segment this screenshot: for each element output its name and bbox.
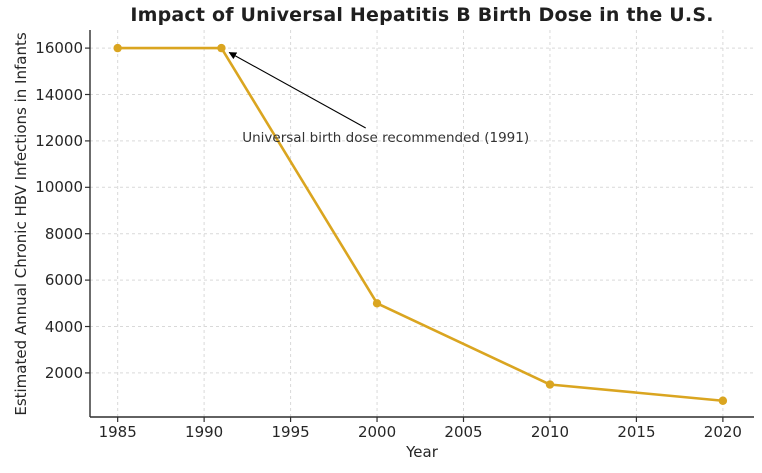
x-tick-label: 2000: [357, 423, 397, 441]
x-tick-label: 1990: [185, 423, 224, 441]
y-tick-label: 8000: [44, 224, 83, 243]
data-point-marker: [546, 380, 554, 388]
x-tick-label: 1985: [98, 423, 137, 441]
x-tick-label: 2005: [444, 423, 483, 441]
y-tick-label: 4000: [44, 317, 83, 336]
data-point-marker: [719, 397, 727, 405]
y-axis-label: Estimated Annual Chronic HBV Infections in Infants: [12, 32, 30, 416]
series-line: [118, 48, 723, 401]
x-axis-label: Year: [406, 443, 438, 461]
x-tick-label: 1995: [271, 423, 310, 441]
x-tick-label: 2015: [617, 423, 656, 441]
annotation-text: Universal birth dose recommended (1991): [242, 130, 530, 146]
y-tick-label: 12000: [35, 131, 83, 150]
data-point-marker: [217, 44, 225, 52]
y-tick-label: 14000: [35, 85, 83, 104]
data-point-marker: [113, 44, 121, 52]
y-tick-label: 10000: [35, 178, 83, 197]
x-tick-label: 2010: [530, 423, 570, 441]
y-tick-label: 2000: [44, 363, 83, 382]
y-tick-label: 16000: [35, 39, 83, 58]
y-tick-label: 6000: [44, 271, 83, 290]
data-point-marker: [373, 299, 381, 307]
x-tick-label: 2020: [703, 423, 742, 441]
chart-title: Impact of Universal Hepatitis B Birth Dose in the U.S.: [130, 4, 714, 26]
annotation-arrow: [229, 52, 365, 128]
